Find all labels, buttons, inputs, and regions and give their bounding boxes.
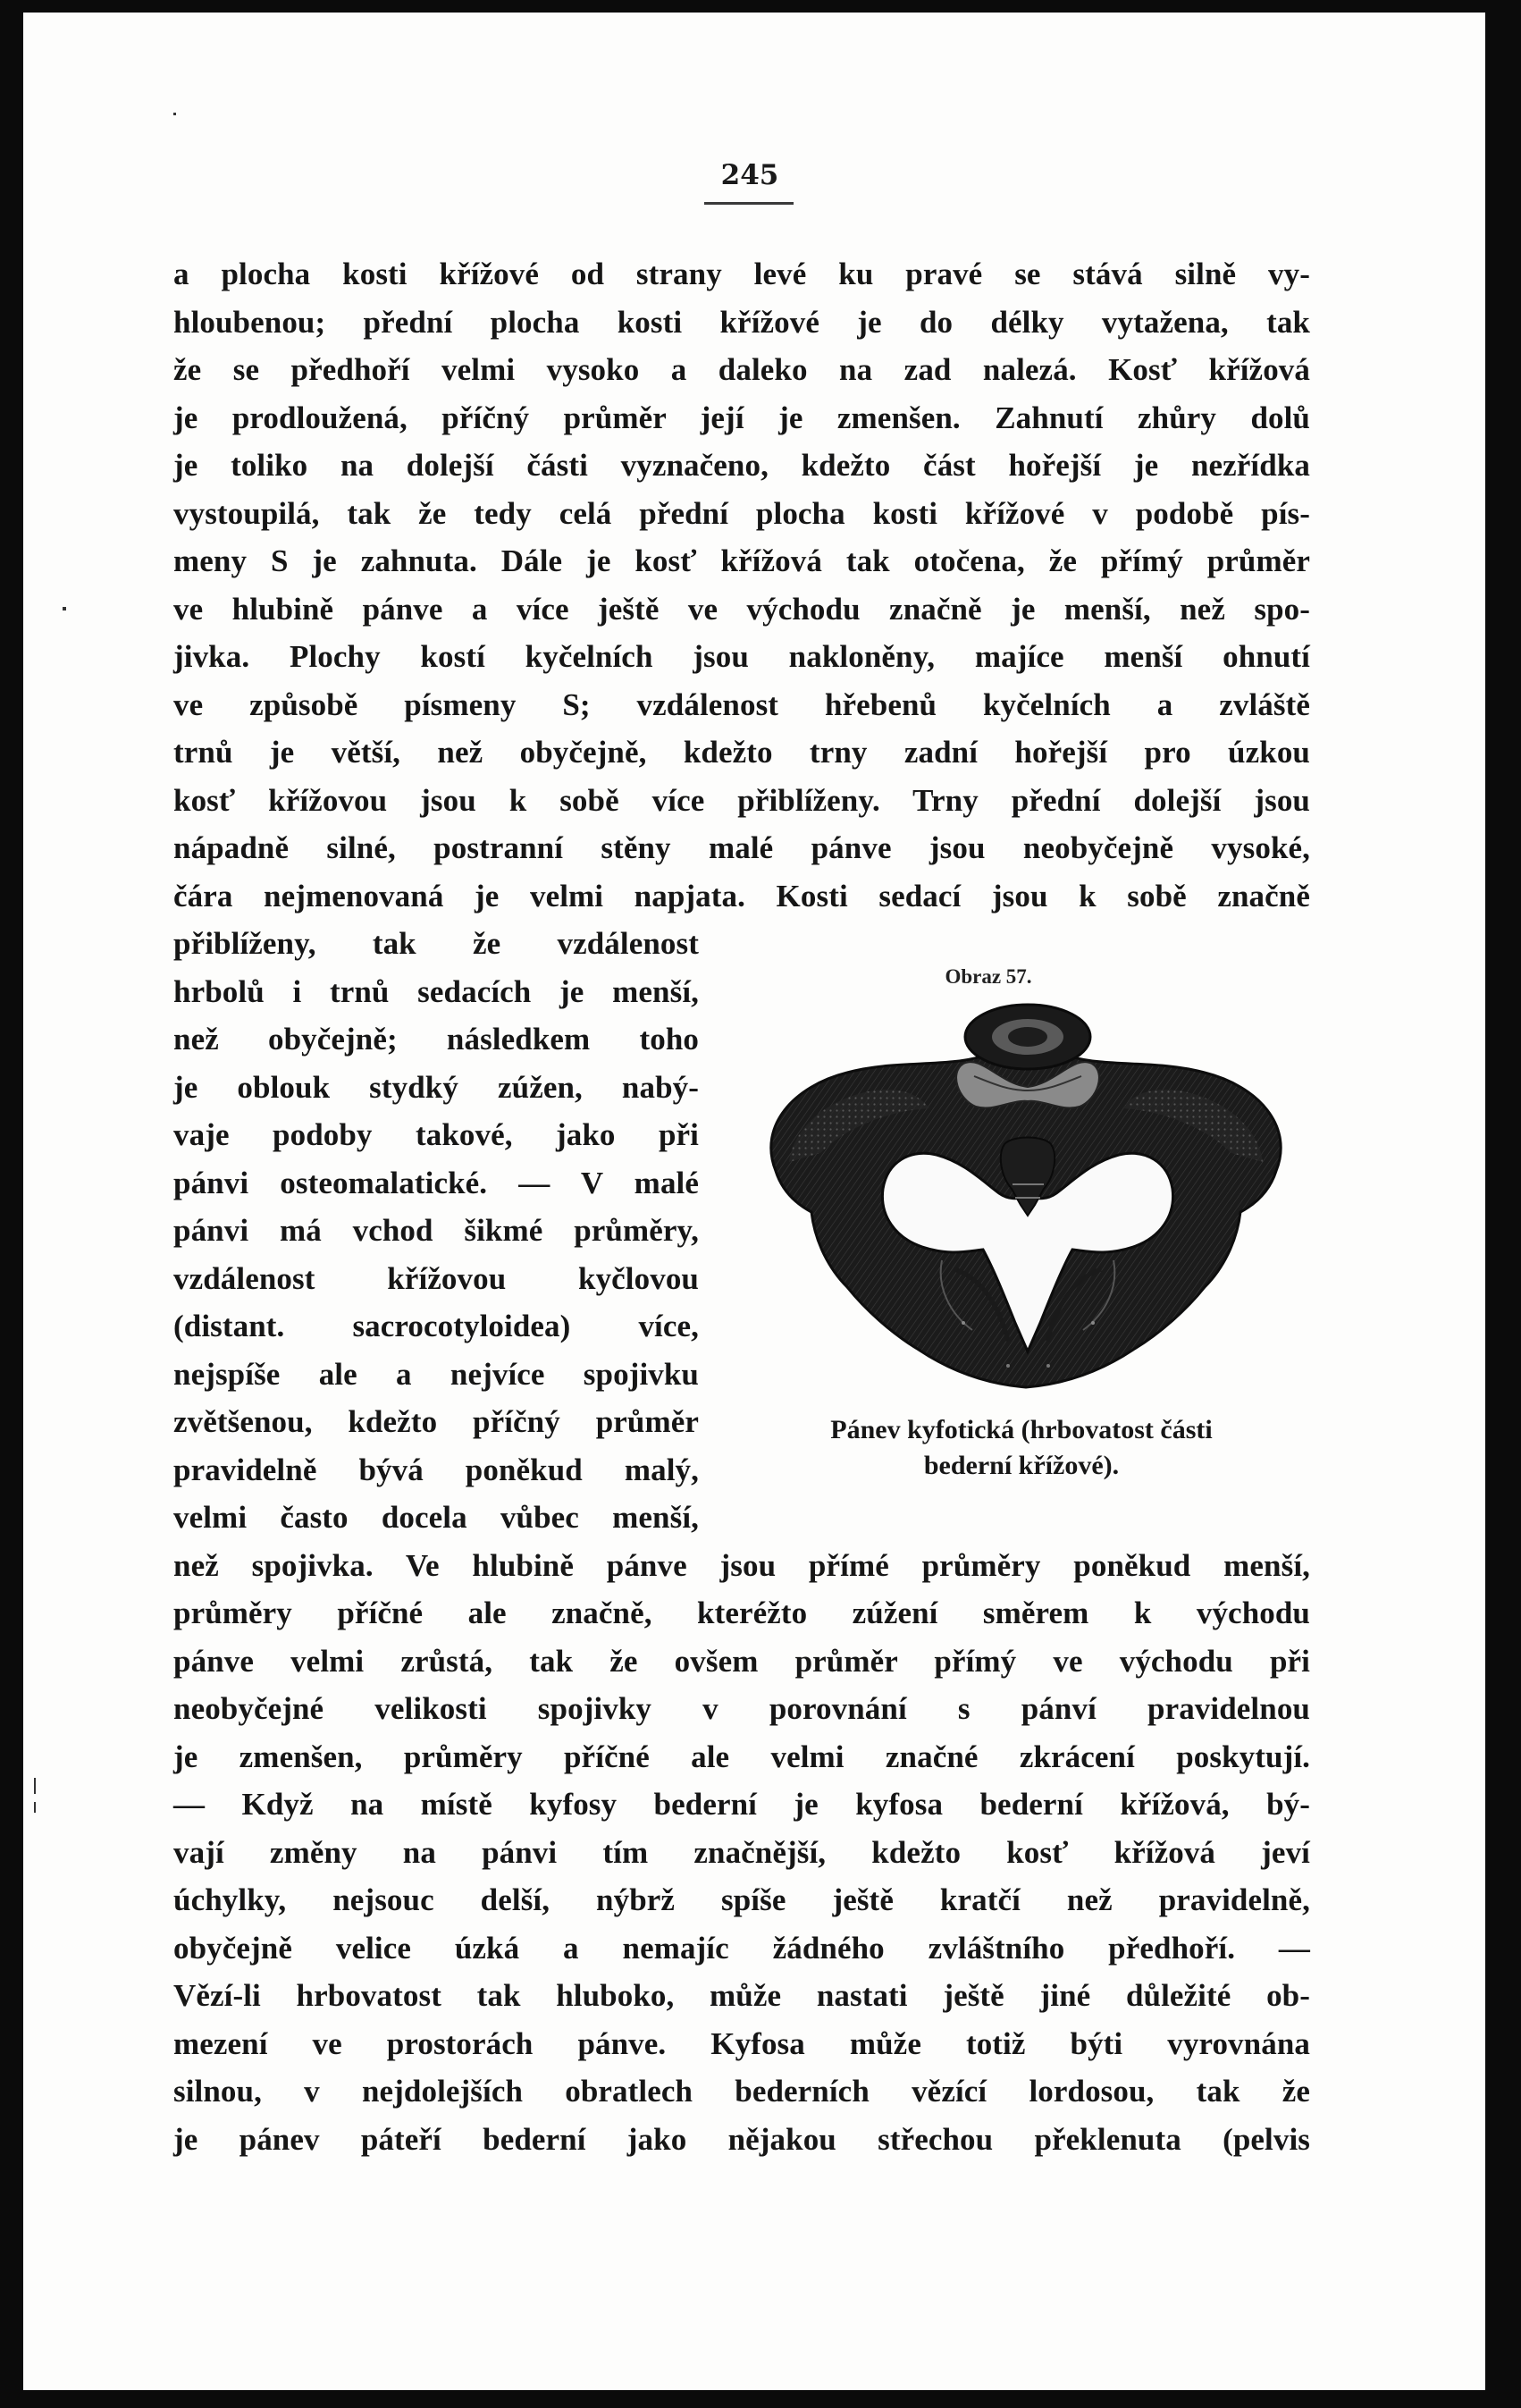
- page-number: 245: [720, 159, 779, 191]
- text-line: čára nejmenovaná je velmi napjata. Kosti sedací jsou k sobě značně: [173, 878, 1310, 914]
- text-line-beside-figure: vaje podoby takové, jako při: [173, 1117, 699, 1152]
- text-line-beside-figure: přiblíženy, tak že vzdálenost: [173, 926, 699, 961]
- kyphotic-pelvis-illustration: [740, 1001, 1303, 1448]
- text-line-beside-figure: (distant. sacrocotyloidea) více,: [173, 1309, 699, 1343]
- text-line: vají změny na pánvi tím značnější, kdežto kosť křížová jeví: [173, 1834, 1310, 1870]
- text-line-beside-figure: nejspíše ale a nejvíce spojivku: [173, 1356, 699, 1392]
- text-line: je pánev páteří bederní jako nějakou střechou překlenuta (pelvis: [173, 2121, 1310, 2157]
- figure-caption-line: bederní křížové).: [923, 1451, 1120, 1480]
- text-line: je prodloužená, příčný průměr její je zmenšen. Zahnutí zhůry dolů: [173, 400, 1310, 435]
- text-line: kosť křížovou jsou k sobě více přiblíženy. Trny přední dolejší jsou: [173, 782, 1310, 818]
- text-line: neobyčejné velikosti spojivky v porovnání s pánví pravidelnou: [173, 1691, 1310, 1726]
- text-line: že se předhoří velmi vysoko a daleko na zad nalezá. Kosť křížová: [173, 352, 1310, 387]
- text-line: obyčejně velice úzká a nemajíc žádného zvláštního předhoří. —: [173, 1930, 1310, 1966]
- text-line: — Když na místě kyfosy bederní je kyfosa bederní křížová, bý-: [173, 1787, 1310, 1822]
- text-line-beside-figure: zvětšenou, kdežto příčný průměr: [173, 1404, 699, 1439]
- text-line: a plocha kosti křížové od strany levé ku pravé se stává silně vy-: [173, 257, 1310, 291]
- scan-speck: [34, 1802, 36, 1813]
- text-line-beside-figure: pánvi má vchod šikmé průměry,: [173, 1213, 699, 1248]
- page-number-underline: [704, 202, 794, 205]
- text-line: než spojivka. Ve hlubině pánve jsou přímé průměry poněkud menší,: [173, 1547, 1310, 1583]
- paper-sheet: [23, 13, 1485, 2390]
- figure-57: [729, 958, 1301, 1512]
- text-line: je toliko na dolejší části vyznačeno, kdežto část hořejší je nezřídka: [173, 448, 1310, 483]
- text-line: ve hlubině pánve a více ještě ve východu značně je menší, než spo-: [173, 591, 1310, 627]
- text-line: je zmenšen, průměry příčné ale velmi značné zkrácení poskytují.: [173, 1739, 1310, 1774]
- text-line-beside-figure: je oblouk stydký zúžen, nabý-: [173, 1069, 699, 1105]
- text-line: úchylky, nejsouc delší, nýbrž spíše ještě kratčí než pravidelně,: [173, 1882, 1310, 1917]
- text-line: trnů je větší, než obyčejně, kdežto trny zadní hořejší pro úzkou: [173, 735, 1310, 770]
- text-line-beside-figure: než obyčejně; následkem toho: [173, 1022, 699, 1057]
- text-line: silnou, v nejdolejších obratlech bederních vězící lordosou, tak že: [173, 2074, 1310, 2109]
- text-line: pánve velmi zrůstá, tak že ovšem průměr přímý ve východu při: [173, 1643, 1310, 1679]
- text-line: mezení ve prostorách pánve. Kyfosa může totiž býti vyrovnána: [173, 2025, 1310, 2061]
- figure-caption-line: Pánev kyfotická (hrbovatost části: [830, 1415, 1213, 1444]
- text-line: meny S je zahnuta. Dále je kosť křížová tak otočena, že přímý průměr: [173, 543, 1310, 578]
- text-line-beside-figure: pravidelně bývá poněkud malý,: [173, 1452, 699, 1487]
- text-line: jivka. Plochy kostí kyčelních jsou nakloněny, majíce menší ohnutí: [173, 639, 1310, 674]
- text-line-beside-figure: velmi často docela vůbec menší,: [173, 1500, 699, 1535]
- figure-label: Obraz 57.: [945, 965, 1032, 988]
- text-line: Vězí-li hrbovatost tak hluboko, může nastati ještě jiné důležité ob-: [173, 1978, 1310, 2013]
- text-line-beside-figure: pánvi osteomalatické. — V malé: [173, 1165, 699, 1200]
- scan-speck: [34, 1778, 36, 1794]
- text-line: nápadně silné, postranní stěny malé pánve jsou neobyčejně vysoké,: [173, 830, 1310, 865]
- text-line: vystoupilá, tak že tedy celá přední plocha kosti křížové v podobě pís-: [173, 495, 1310, 531]
- text-line: průměry příčné ale značně, kteréžto zúžení směrem k východu: [173, 1596, 1310, 1630]
- figure-caption: [740, 1412, 1303, 1484]
- scan-speck: [63, 607, 66, 610]
- text-line: ve způsobě písmeny S; vzdálenost hřebenů kyčelních a zvláště: [173, 686, 1310, 722]
- scan-speck: [173, 113, 176, 115]
- text-line-beside-figure: hrbolů i trnů sedacích je menší,: [173, 973, 699, 1009]
- text-line-beside-figure: vzdálenost křížovou kyčlovou: [173, 1260, 699, 1296]
- text-line: hloubenou; přední plocha kosti křížové je do délky vytažena, tak: [173, 304, 1310, 340]
